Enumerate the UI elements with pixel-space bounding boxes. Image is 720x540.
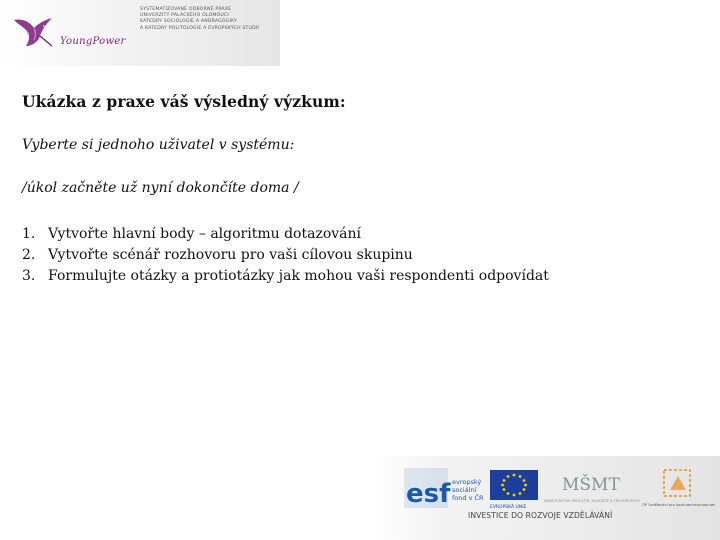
- esf-logo-icon: [404, 468, 484, 509]
- header-banner: [0, 0, 280, 66]
- list-item-text: Vytvořte hlavní body – algoritmu dotazování: [48, 226, 361, 242]
- list-item: [22, 224, 549, 245]
- op-vk-text: OP Vzdělávání pro konkurenceschopnost: [642, 503, 716, 507]
- esf-sub-line: sociální: [452, 486, 477, 494]
- esf-logo-text: esf: [406, 479, 451, 509]
- list-item-text: Formulujte otázky a protiotázky jak mohou vaši respondenti odpovídat: [48, 268, 549, 284]
- msmt-sub-text: MINISTERSTVO ŠKOLSTVÍ, MLÁDEŽE A TĚLOVÝCHOVY: [544, 499, 640, 503]
- footer-banner: [372, 456, 720, 540]
- list-item: [22, 266, 549, 287]
- header-line: A KATEDRY POLITOLOGIE A EVROPSKÝCH STUDIÍ: [140, 25, 259, 31]
- header-organization-text: [140, 7, 278, 32]
- msmt-logo-text: MŠMT: [562, 475, 620, 495]
- footer-caption: INVESTICE DO ROZVOJE VZDĚLÁVÁNÍ: [468, 511, 613, 520]
- task-note: /úkol začněte už nyní dokončíte doma /: [22, 180, 299, 196]
- funding-logos: [402, 464, 716, 512]
- hummingbird-logo-icon: [8, 6, 58, 56]
- op-vk-logo-icon: [642, 470, 716, 507]
- list-item-number: 2.: [22, 247, 36, 263]
- header-line: UNIVERZITY PALACKÉHO OLOMOUCI: [140, 13, 229, 19]
- list-item-text: Vytvořte scénář rozhovoru pro vaši cílovou skupinu: [48, 247, 413, 263]
- header-line: KATEDRY SOCIOLOGIE A ANDRAGOGIKY: [140, 19, 238, 25]
- esf-sub-line: fond v ČR: [452, 494, 484, 502]
- esf-sub-line: evropský: [452, 478, 482, 486]
- header-line: SYSTEMATIZOVANÉ ODBORNÉ PRAXE: [140, 7, 232, 12]
- logo-text: YoungPower: [60, 36, 126, 47]
- msmt-logo-icon: [544, 474, 641, 503]
- eu-flag-icon: [490, 470, 538, 510]
- steps-list: [22, 224, 549, 287]
- eu-flag-caption: EVROPSKÁ UNIE: [490, 505, 527, 510]
- page-title: Ukázka z praxe váš výsledný výzkum:: [22, 92, 346, 111]
- list-item-number: 1.: [22, 226, 36, 242]
- list-item-number: 3.: [22, 268, 36, 284]
- list-item: [22, 245, 549, 266]
- intro-text: Vyberte si jednoho uživatel v systému:: [22, 137, 295, 153]
